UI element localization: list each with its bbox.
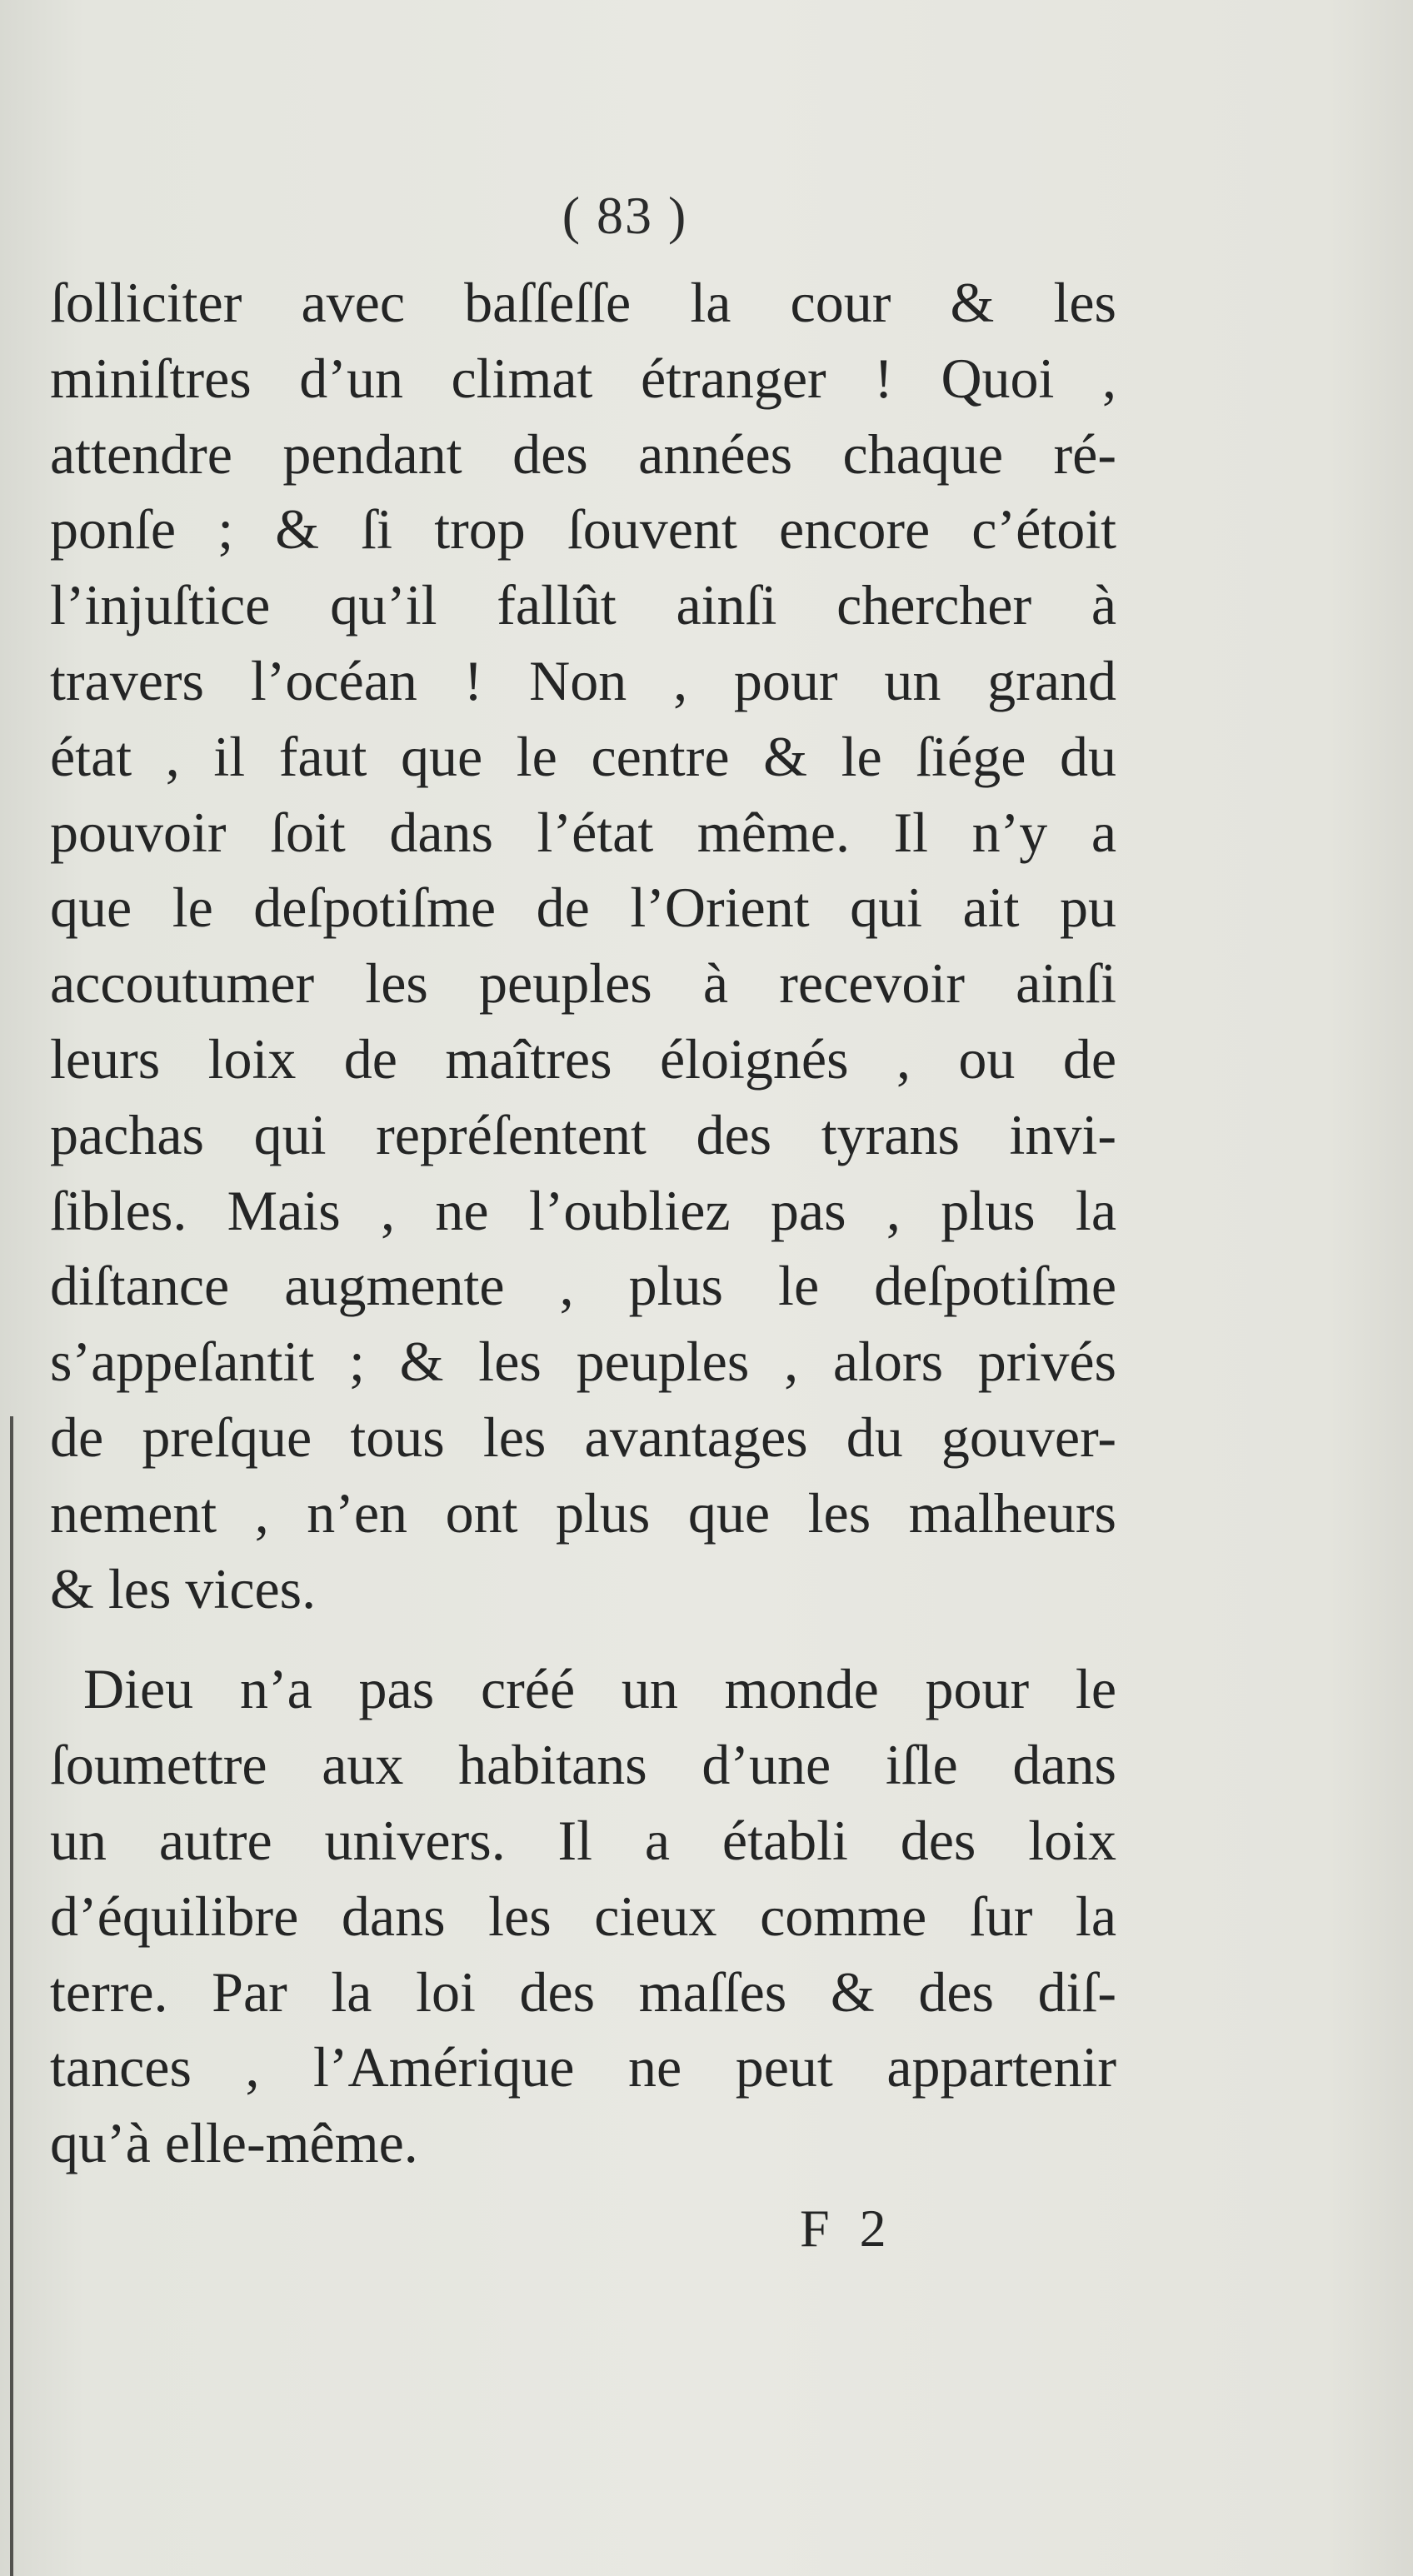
text-line: leurs loix de maîtres éloignés , ou de: [50, 1026, 1116, 1091]
text-line: pachas qui repréſentent des tyrans invi-: [50, 1102, 1116, 1166]
text-line: nement , n’en ont plus que les malheurs: [50, 1480, 1116, 1545]
paragraph-1: [50, 265, 1116, 1626]
text-line: ſibles. Mais , ne l’oubliez pas , plus la: [50, 1178, 1116, 1242]
text-line: tances , l’Amérique ne peut appartenir: [50, 2035, 1116, 2099]
text-line: l’injuſtice qu’il fallût ainſi chercher à: [50, 573, 1116, 637]
page-number: ( 83 ): [562, 186, 688, 245]
text-line: diſtance augmente , plus le deſpotiſme: [50, 1254, 1116, 1318]
page-edge-shadow: [10, 1416, 13, 2576]
text-line: d’équilibre dans les cieux comme ſur la: [50, 1884, 1116, 1948]
text-line: pouvoir ſoit dans l’état même. Il n’y a: [50, 800, 1116, 864]
text-line: terre. Par la loi des maſſes & des diſ-: [50, 1959, 1116, 2024]
text-line: que le deſpotiſme de l’Orient qui ait pu: [50, 876, 1116, 940]
text-line: ponſe ; & ſi trop ſouvent encore c’étoit: [50, 497, 1116, 562]
text-line: Dieu n’a pas créé un monde pour le: [83, 1657, 1116, 1721]
text-line: accoutumer les peuples à recevoir ainſi: [50, 951, 1116, 1016]
text-line: ſoumettre aux habitans d’une iſle dans: [50, 1733, 1116, 1797]
body-text: [50, 265, 1116, 2181]
signature-mark: F 2: [800, 2199, 895, 2258]
text-line: attendre pendant des années chaque ré-: [50, 422, 1116, 486]
text-line: & les vices.: [50, 1556, 317, 1620]
text-line: de preſque tous les avantages du gouver-: [50, 1405, 1116, 1469]
text-line: ſolliciter avec baſſeſſe la cour & les: [50, 271, 1116, 334]
text-line: un autre univers. Il a établi des loix: [50, 1808, 1116, 1872]
text-line: miniſtres d’un climat étranger ! Quoi ,: [50, 346, 1116, 410]
text-line: qu’à elle-même.: [50, 2111, 418, 2175]
text-line: s’appeſantit ; & les peuples , alors privés: [50, 1330, 1116, 1394]
paragraph-2: [50, 1651, 1116, 2181]
text-line: état , il faut que le centre & le ſiége du: [50, 724, 1116, 788]
text-line: travers l’océan ! Non , pour un grand: [50, 648, 1116, 712]
